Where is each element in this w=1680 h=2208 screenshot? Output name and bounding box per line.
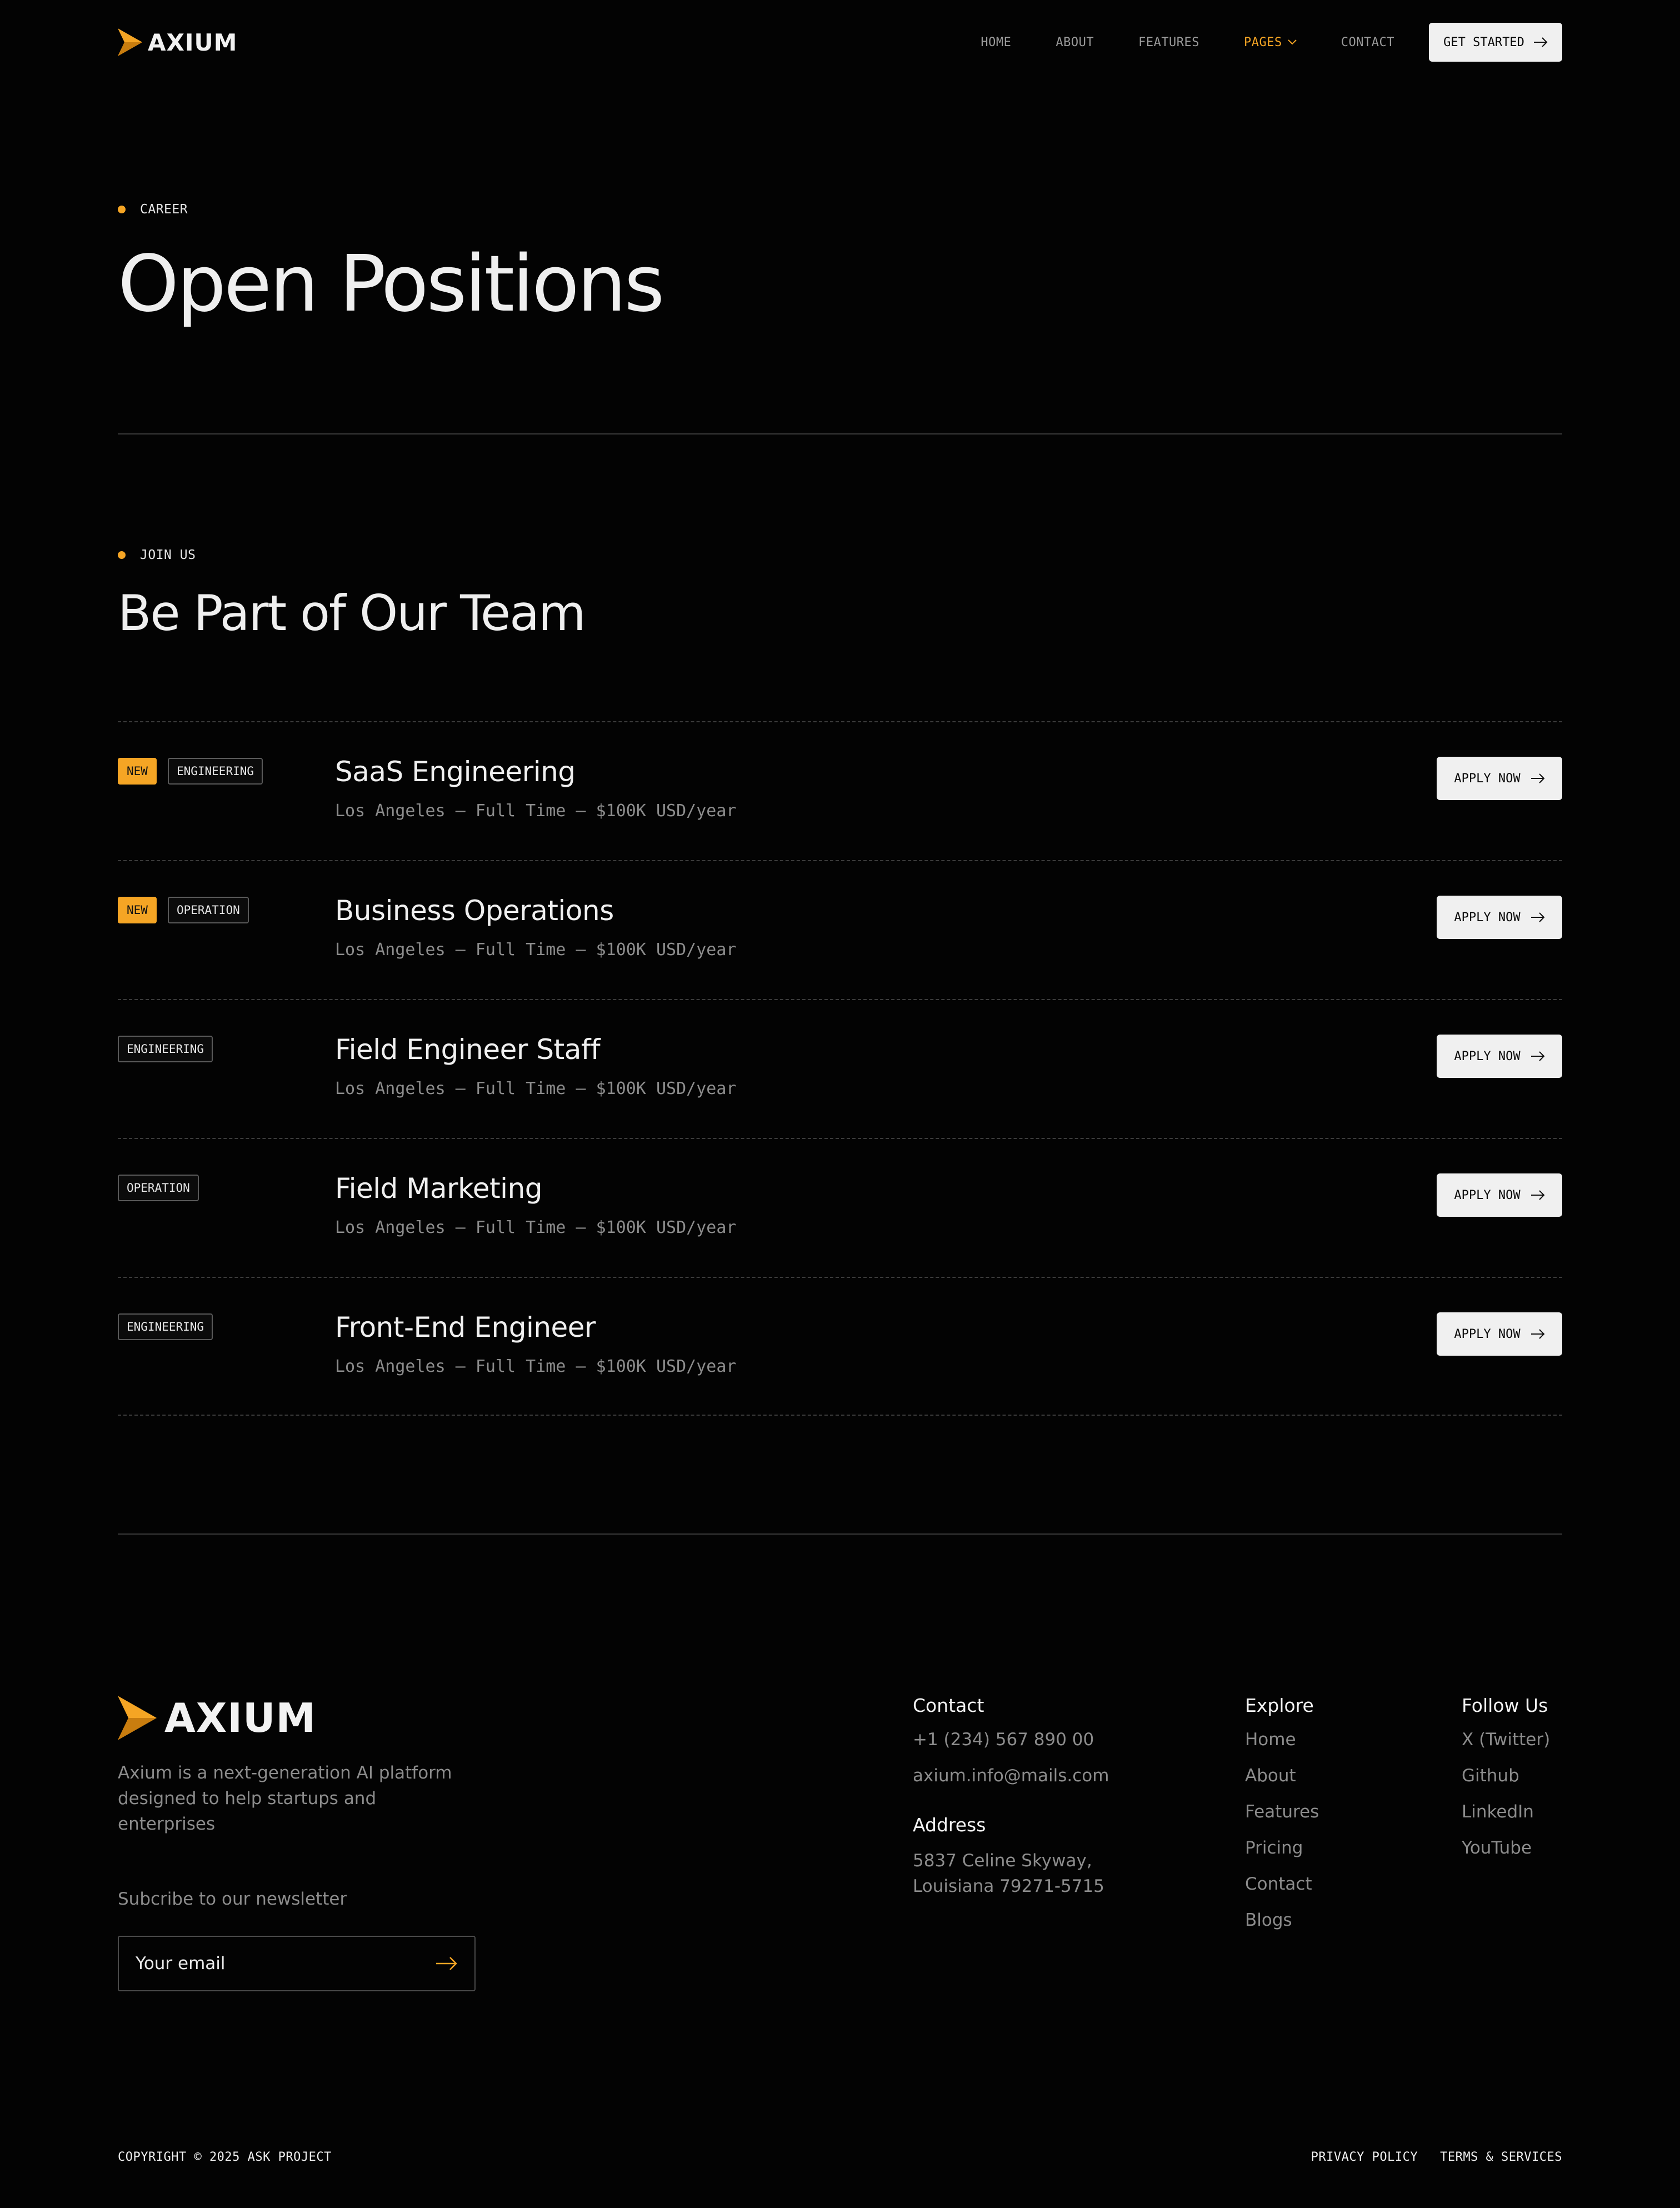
job-row <box>118 1138 1562 1277</box>
nav-link-home[interactable]: HOME <box>981 35 1012 49</box>
follow-heading: Follow Us <box>1462 1695 1548 1716</box>
footer-divider <box>118 1533 1562 1535</box>
apply-now-label: APPLY NOW <box>1454 771 1521 786</box>
footer-brand-name: AXIUM <box>164 1695 317 1741</box>
department-badge: ENGINEERING <box>118 1036 213 1062</box>
job-meta: Los Angeles – Full Time – $100K USD/year <box>335 1357 737 1376</box>
copyright: COPYRIGHT © 2025 ASK PROJECT <box>118 2150 332 2164</box>
footer-explore-column <box>1245 1695 1319 1945</box>
apply-now-button[interactable] <box>1437 1312 1562 1356</box>
section-divider <box>118 433 1562 434</box>
newsletter-form <box>118 1936 476 1991</box>
brand-logo[interactable] <box>118 28 237 56</box>
apply-now-button[interactable] <box>1437 896 1562 939</box>
job-title: Field Engineer Staff <box>335 1033 601 1066</box>
job-title: Field Marketing <box>335 1172 542 1205</box>
job-meta: Los Angeles – Full Time – $100K USD/year <box>335 940 737 960</box>
department-badge: ENGINEERING <box>118 1313 213 1340</box>
job-title: Business Operations <box>335 895 614 927</box>
department-badge: OPERATION <box>168 897 249 923</box>
footer-link-features[interactable]: Features <box>1245 1802 1319 1822</box>
address-line-2: Louisiana 79271-5715 <box>913 1876 1104 1896</box>
page-title: Open Positions <box>118 239 663 329</box>
job-row <box>118 1277 1562 1416</box>
arrow-right-icon <box>1531 1051 1545 1061</box>
apply-now-label: APPLY NOW <box>1454 910 1521 925</box>
arrow-right-icon <box>1531 912 1545 922</box>
footer-link-contact[interactable]: Contact <box>1245 1874 1312 1894</box>
apply-now-label: APPLY NOW <box>1454 1049 1521 1063</box>
apply-now-label: APPLY NOW <box>1454 1327 1521 1341</box>
address-heading: Address <box>913 1814 986 1836</box>
nav-link-pages[interactable] <box>1244 36 1297 49</box>
career-eyebrow <box>118 202 188 217</box>
address-line-1: 5837 Celine Skyway, <box>913 1851 1092 1871</box>
arrow-right-icon <box>1531 1190 1545 1200</box>
social-link-twitter[interactable]: X (Twitter) <box>1462 1730 1551 1750</box>
explore-heading: Explore <box>1245 1695 1314 1716</box>
get-started-label: GET STARTED <box>1443 35 1524 49</box>
job-meta: Los Angeles – Full Time – $100K USD/year <box>335 1218 737 1237</box>
contact-email[interactable]: axium.info@mails.com <box>913 1766 1109 1786</box>
footer-contact-column <box>913 1695 1109 1899</box>
apply-now-button[interactable] <box>1437 757 1562 800</box>
top-navigation <box>118 22 1562 62</box>
social-link-linkedin[interactable]: LinkedIn <box>1462 1802 1534 1822</box>
job-meta: Los Angeles – Full Time – $100K USD/year <box>335 1079 737 1098</box>
new-badge: NEW <box>118 897 157 923</box>
job-tags <box>118 758 263 785</box>
arrow-right-icon <box>1531 773 1545 783</box>
nav-link-contact[interactable]: CONTACT <box>1341 35 1394 49</box>
job-tags <box>118 1313 213 1340</box>
nav-link-about[interactable]: ABOUT <box>1056 35 1094 49</box>
job-title: Front-End Engineer <box>335 1311 596 1343</box>
career-eyebrow-label: CAREER <box>140 202 188 217</box>
contact-heading: Contact <box>913 1695 984 1716</box>
arrow-right-icon <box>1531 1329 1545 1339</box>
apply-now-button[interactable] <box>1437 1035 1562 1078</box>
footer-bottom-bar <box>118 2150 1562 2164</box>
social-link-github[interactable]: Github <box>1462 1766 1519 1786</box>
new-badge: NEW <box>118 758 157 785</box>
email-field[interactable] <box>136 1954 413 1974</box>
arrow-right-icon <box>1533 37 1548 47</box>
job-list <box>118 721 1562 1416</box>
accent-dot-icon <box>118 206 126 213</box>
social-link-youtube[interactable]: YouTube <box>1462 1838 1532 1858</box>
join-us-eyebrow-label: JOIN US <box>140 548 196 562</box>
terms-link[interactable]: TERMS & SERVICES <box>1440 2150 1562 2164</box>
footer-link-blogs[interactable]: Blogs <box>1245 1910 1292 1930</box>
submit-arrow-icon[interactable] <box>436 1956 458 1971</box>
footer-brand-logo[interactable] <box>118 1695 316 1741</box>
axium-logo-icon <box>118 1696 157 1740</box>
nav-link-pages-label: PAGES <box>1244 35 1282 49</box>
get-started-button[interactable] <box>1429 23 1562 62</box>
department-badge: OPERATION <box>118 1175 199 1201</box>
axium-logo-icon <box>118 28 142 56</box>
footer-link-home[interactable]: Home <box>1245 1730 1296 1750</box>
job-row <box>118 721 1562 860</box>
apply-now-label: APPLY NOW <box>1454 1188 1521 1202</box>
footer-link-about[interactable]: About <box>1245 1766 1296 1786</box>
job-tags <box>118 897 249 923</box>
job-tags <box>118 1036 213 1062</box>
department-badge: ENGINEERING <box>168 758 263 785</box>
job-row <box>118 860 1562 999</box>
privacy-policy-link[interactable]: PRIVACY POLICY <box>1311 2150 1418 2164</box>
section-title: Be Part of Our Team <box>118 585 585 642</box>
join-us-eyebrow <box>118 548 196 562</box>
footer-follow-column <box>1462 1695 1550 1873</box>
job-title: SaaS Engineering <box>335 756 576 788</box>
job-row <box>118 999 1562 1138</box>
apply-now-button[interactable] <box>1437 1173 1562 1217</box>
chevron-down-icon <box>1288 39 1297 45</box>
newsletter-label: Subcribe to our newsletter <box>118 1889 347 1909</box>
job-meta: Los Angeles – Full Time – $100K USD/year <box>335 801 737 821</box>
accent-dot-icon <box>118 551 126 559</box>
contact-phone[interactable]: +1 (234) 567 890 00 <box>913 1730 1094 1750</box>
brand-name: AXIUM <box>148 28 238 56</box>
footer-description: Axium is a next-generation AI platform designed to help startups and enterprises <box>118 1763 452 1834</box>
nav-link-features[interactable]: FEATURES <box>1138 35 1200 49</box>
footer-link-pricing[interactable]: Pricing <box>1245 1838 1303 1858</box>
nav-menu <box>936 23 1562 62</box>
legal-links <box>1311 2150 1562 2164</box>
job-tags <box>118 1175 199 1201</box>
